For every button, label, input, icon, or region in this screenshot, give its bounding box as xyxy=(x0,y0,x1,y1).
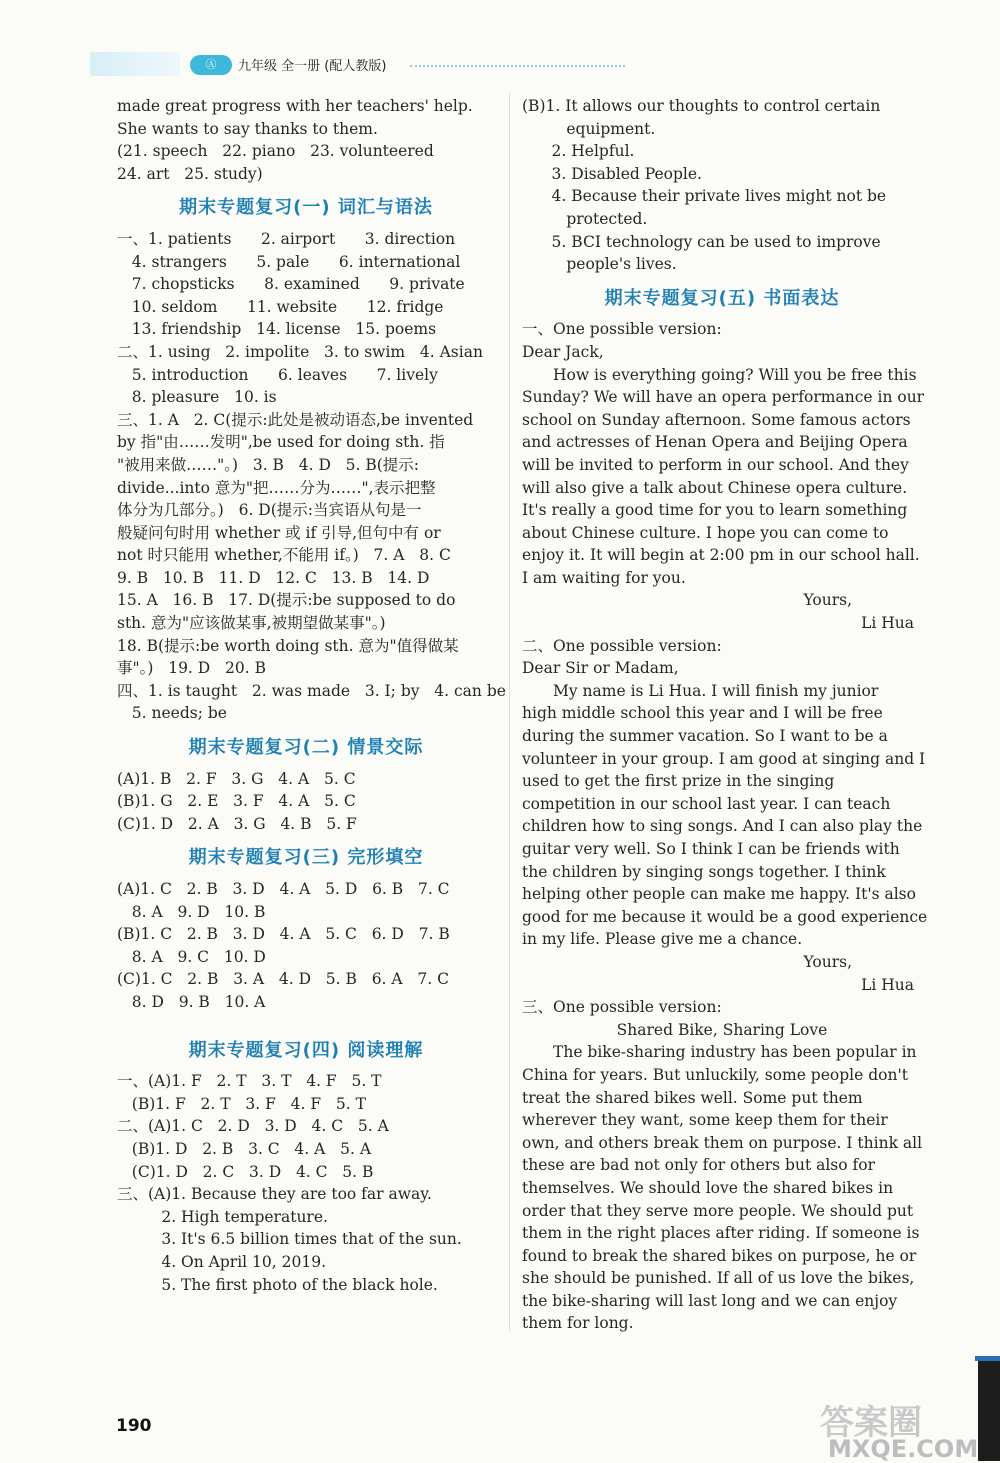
essay-1-body xyxy=(522,364,925,590)
essay-line: used to get the first prize in the singing xyxy=(522,772,835,791)
answer-line: 一、(A)1. F 2. T 3. T 4. F 5. T xyxy=(117,1072,382,1091)
answer-line: 三、(A)1. Because they are too far away. xyxy=(117,1185,432,1204)
essay-line: the bike-sharing will last long and we can enjoy xyxy=(522,1291,898,1310)
watermark-logo xyxy=(820,1395,990,1461)
essay-line: and actresses of Henan Opera and Beijing Opera xyxy=(522,433,908,452)
answer-line: (C)1. D 2. A 3. G 4. B 5. F xyxy=(117,814,357,833)
essay-line: high middle school this year and I will be free xyxy=(522,704,883,723)
essay-line: enjoy it. It will begin at 2:00 pm in our school hall. xyxy=(522,546,920,565)
answer-line: (B)1. C 2. B 3. D 4. A 5. C 6. D 7. B xyxy=(117,925,450,944)
answer-line: (B)1. It allows our thoughts to control certain xyxy=(522,97,881,115)
answer-line: 4. strangers 5. pale 6. international xyxy=(117,252,461,271)
essay-line: in my life. Please give me a chance. xyxy=(522,930,803,949)
answer-line: (B)1. F 2. T 3. F 4. F 5. T xyxy=(117,1094,366,1113)
essay-line: It's really a good time for you to learn something xyxy=(522,501,908,520)
left-column xyxy=(117,95,506,1296)
essay-line: them in the right places after riding. If someone is xyxy=(522,1224,920,1243)
essay-2-greeting: Dear Sir or Madam, xyxy=(522,659,679,678)
answer-line: 8. A 9. C 10. D xyxy=(117,947,266,966)
answer-line: 2. High temperature. xyxy=(117,1207,328,1226)
essay-line: guitar very well. So I think I can be friends with xyxy=(522,840,900,858)
answer-line: protected. xyxy=(522,209,648,228)
answer-line: divide...into 意为"把……分为……",表示把整 xyxy=(117,478,436,497)
answer-line: 13. friendship 14. license 15. poems xyxy=(117,320,437,339)
answer-line: people's lives. xyxy=(522,255,677,274)
essay-line: volunteer in your group. I am good at singing and I xyxy=(522,749,926,768)
answer-line: (B)1. G 2. E 3. F 4. A 5. C xyxy=(117,792,356,811)
essay-line: Sunday? We will have an opera performance in our xyxy=(522,388,925,407)
header-title: 九年级 全一册 (配人教版) xyxy=(238,59,387,74)
answer-line: (C)1. D 2. C 3. D 4. C 5. B xyxy=(117,1162,374,1181)
intro-line: She wants to say thanks to them. xyxy=(117,119,378,138)
answer-line: 10. seldom 11. website 12. fridge xyxy=(117,297,444,316)
essay-line: I am waiting for you. xyxy=(522,568,686,587)
essay-3-label: 三、One possible version: xyxy=(522,998,722,1017)
answer-line: (B)1. D 2. B 3. C 4. A 5. A xyxy=(117,1139,372,1158)
answer-line: 7. chopsticks 8. examined 9. private xyxy=(117,275,465,294)
section-3-answers xyxy=(117,878,495,1014)
answer-line: 3. Disabled People. xyxy=(522,164,702,183)
answer-line: 9. B 10. B 11. D 12. C 13. B 14. D xyxy=(117,568,430,587)
page-edge-tab xyxy=(975,1356,1000,1361)
answer-line: 般疑问句时用 whether 或 if 引导,但句中有 or xyxy=(117,523,441,542)
essay-line: found to break the shared bikes on purpose, he or xyxy=(522,1246,917,1265)
essay-line: will be invited to perform in our school. And they xyxy=(522,455,909,474)
essay-2-label: 二、One possible version: xyxy=(522,636,722,655)
essay-line: them for long. xyxy=(522,1314,634,1333)
watermark-line-2: MXQE.COM xyxy=(828,1435,979,1463)
answer-line: (A)1. B 2. F 3. G 4. A 5. C xyxy=(117,769,356,788)
essay-line: The bike-sharing industry has been popular in xyxy=(553,1043,917,1062)
essay-line: helping other people can make me happy. It's also xyxy=(522,885,916,904)
answer-line: sth. 意为"应该做某事,被期望做某事"。) xyxy=(117,614,386,633)
essay-line: own, and others break them on purpose. I think all xyxy=(522,1133,923,1152)
answer-line: equipment. xyxy=(522,119,656,138)
essay-1-closing: Yours, xyxy=(803,591,852,610)
intro-line: 24. art 25. study) xyxy=(117,164,263,183)
column-divider xyxy=(509,92,510,1332)
essay-line: good for me because it would be a good experience xyxy=(522,907,928,926)
answer-line: 18. B(提示:be worth doing sth. 意为"值得做某 xyxy=(117,636,459,655)
intro-block xyxy=(117,95,495,185)
page-edge-shadow xyxy=(978,1360,1000,1461)
essay-line: themselves. We should love the shared bikes in xyxy=(522,1178,894,1197)
answer-line: 5. The first photo of the black hole. xyxy=(117,1275,438,1294)
answer-line: 15. A 16. B 17. D(提示:be supposed to do xyxy=(117,591,456,610)
essay-line: competition in our school last year. I can teach xyxy=(522,794,891,813)
essay-line: during the summer vacation. So I want to be a xyxy=(522,727,888,746)
answer-line: 3. It's 6.5 billion times that of the sun. xyxy=(117,1230,462,1249)
essay-line: the children by singing songs together. I think xyxy=(522,862,886,881)
intro-line: (21. speech 22. piano 23. volunteered xyxy=(117,142,434,161)
essay-line: she should be punished. If all of us love the bikes, xyxy=(522,1269,915,1288)
watermark-line-1: 答案圈 xyxy=(820,1403,922,1443)
essay-2-signature: Li Hua xyxy=(861,975,914,994)
essay-3-title: Shared Bike, Sharing Love xyxy=(616,1020,828,1039)
answer-line: (A)1. C 2. B 3. D 4. A 5. D 6. B 7. C xyxy=(117,880,450,898)
section-title-2: 期末专题复习(二) 情景交际 xyxy=(188,737,424,759)
answer-line: 体分为几部分。) 6. D(提示:当宾语从句是一 xyxy=(117,501,422,520)
essay-1-greeting: Dear Jack, xyxy=(522,342,604,361)
essay-line: How is everything going? Will you be free this xyxy=(553,365,917,384)
essay-line: treat the shared bikes well. Some put them xyxy=(522,1088,863,1107)
answer-line: 5. BCI technology can be used to improve xyxy=(522,232,881,251)
header-decoration xyxy=(90,52,180,76)
section-title-5: 期末专题复习(五) 书面表达 xyxy=(604,287,840,309)
essay-line: My name is Li Hua. I will finish my junior xyxy=(553,681,879,700)
section-title-3: 期末专题复习(三) 完形填空 xyxy=(188,847,424,869)
answer-line: 5. needs; be xyxy=(117,704,227,723)
answer-line: 5. introduction 6. leaves 7. lively xyxy=(117,365,438,384)
essay-line: order that they serve more people. We should put xyxy=(522,1201,914,1220)
answer-line: by 指"由……发明",be used for doing sth. 指 xyxy=(117,433,445,452)
essay-2-body xyxy=(522,680,928,951)
page-header xyxy=(0,0,1000,85)
answer-line: 4. Because their private lives might not be xyxy=(522,187,887,206)
page-number: 190 xyxy=(116,1416,152,1436)
answer-line: 四、1. is taught 2. was made 3. I; by 4. can be xyxy=(117,681,506,700)
answer-line: 8. pleasure 10. is xyxy=(117,388,277,407)
essay-line: school on Sunday afternoon. Some famous actors xyxy=(522,410,911,429)
essay-line: about Chinese culture. I hope you can come to xyxy=(522,523,889,542)
answer-line: 4. On April 10, 2019. xyxy=(117,1252,326,1271)
essay-2-closing: Yours, xyxy=(803,952,852,971)
answer-line: 二、1. using 2. impolite 3. to swim 4. Asian xyxy=(117,342,483,361)
intro-line: made great progress with her teachers' help. xyxy=(117,97,473,115)
section-title-1: 期末专题复习(一) 词汇与语法 xyxy=(179,197,433,219)
answer-line: 三、1. A 2. C(提示:此处是被动语态,be invented xyxy=(117,410,474,429)
right-column xyxy=(522,95,928,1335)
essay-3-body xyxy=(522,1041,922,1335)
answer-line: not 时只能用 whether,不能用 if。) 7. A 8. C xyxy=(117,546,451,565)
answer-line: 8. A 9. D 10. B xyxy=(117,902,266,921)
essay-1-label: 一、One possible version: xyxy=(522,320,722,339)
answer-line: (C)1. C 2. B 3. A 4. D 5. B 6. A 7. C xyxy=(117,970,449,989)
essay-1-signature: Li Hua xyxy=(861,614,914,633)
header-dotted-rule xyxy=(410,65,625,67)
series-logo-icon: Ⓐ xyxy=(190,55,232,75)
essay-line: these are bad not only for others but also for xyxy=(522,1156,875,1175)
section-2-answers xyxy=(117,768,495,836)
section-title-4: 期末专题复习(四) 阅读理解 xyxy=(188,1039,424,1061)
section-1-answers xyxy=(117,228,506,725)
section-4-answers xyxy=(117,1070,495,1296)
answer-line: 二、(A)1. C 2. D 3. D 4. C 5. A xyxy=(117,1117,389,1136)
section-4b-answers xyxy=(522,95,922,276)
essay-line: wherever they want, some keep them for their xyxy=(522,1111,888,1130)
answer-line: 2. Helpful. xyxy=(522,142,635,161)
essay-line: children how to sing songs. And I can also play the xyxy=(522,817,923,836)
answer-line: "被用来做……"。) 3. B 4. D 5. B(提示: xyxy=(117,455,420,474)
essay-line: China for years. But unluckily, some people don't xyxy=(522,1065,908,1084)
essay-line: will also give a talk about Chinese opera culture. xyxy=(522,478,908,497)
answer-line: 一、1. patients 2. airport 3. direction xyxy=(117,229,456,248)
answer-line: 8. D 9. B 10. A xyxy=(117,992,266,1011)
answer-line: 事"。) 19. D 20. B xyxy=(117,659,266,678)
